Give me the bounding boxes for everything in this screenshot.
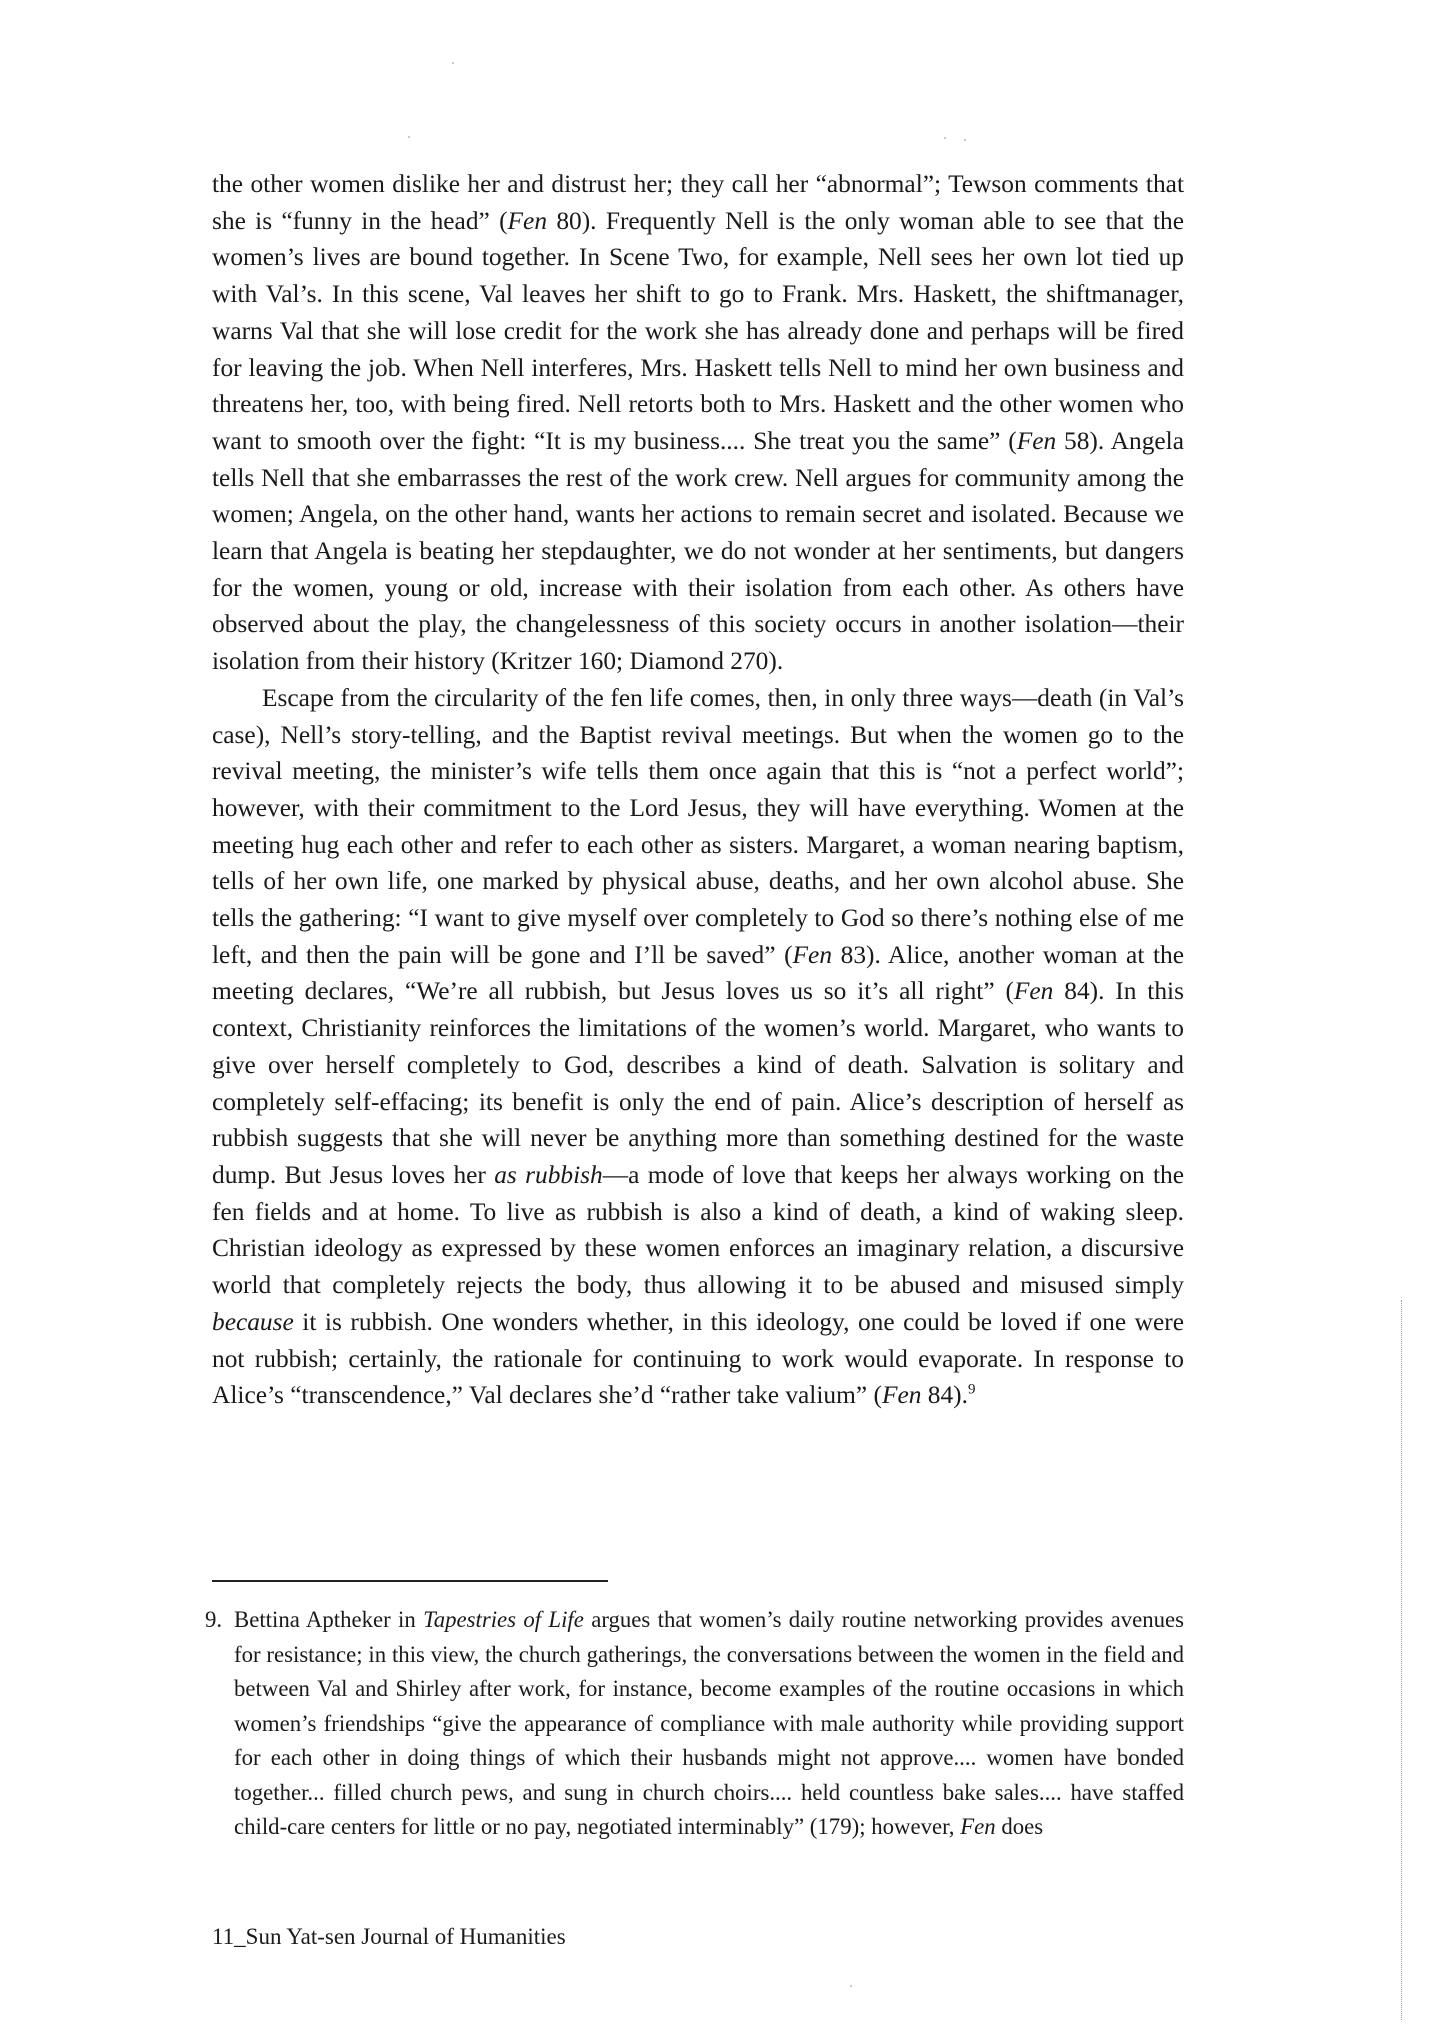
paragraph-2 (212, 680, 1184, 1414)
emphasis: as rubbish (494, 1160, 603, 1189)
book-title: Tapestries of Life (423, 1607, 584, 1632)
citation-title: Fen (507, 206, 548, 235)
footnote-text (234, 1603, 1184, 1845)
footnote-divider (212, 1580, 608, 1582)
scan-speck (964, 139, 966, 141)
text-run: 84). (921, 1381, 968, 1410)
main-text (212, 166, 1184, 1414)
text-run: it is rubbish. One wonders whether, in this ideology, one could be loved if one were not rubbish; certainly, the rationale for continuing to work would evaporate. In response to Alice’s “transcendence,” Val declares she’d “rather take valium” ( (212, 1307, 1184, 1410)
scan-speck (452, 62, 454, 64)
paragraph-1 (212, 166, 1184, 680)
emphasis: because (212, 1307, 294, 1336)
scan-speck (944, 137, 946, 139)
text-run: 84). In this context, Christianity reinforces the limitations of the women’s world. Margaret, who wants to give over herself completely to God, describes a kind of death. Salvation is solitary and completely self-effacing; its benefit is only the end of pain. Alice’s description of herself as rubbish suggests that she will never be anything more than something destined for the waste dump. But Jesus loves her (212, 977, 1184, 1189)
citation-title: Fen (1016, 426, 1057, 455)
scan-speck (850, 1985, 852, 1987)
footnote-reference: 9 (967, 1381, 976, 1398)
text-run: —a mode of love that keeps her always working on the fen fields and at home. To live as rubbish is also a kind of death, a kind of waking sleep. Christian ideology as expressed by these women enforces an imaginary relation, a discursive world that completely rejects the body, thus allowing it to be abused and misused simply (212, 1160, 1185, 1300)
text-run: Bettina Aptheker in (234, 1607, 424, 1632)
scan-edge-mark (1401, 1300, 1402, 2020)
citation-title: Fen (1013, 977, 1054, 1006)
text-run: 83). Alice, another woman at the meeting declares, “We’re all rubbish, but Jesus loves us so it’s all right” ( (212, 940, 1185, 1006)
citation-title: Fen (792, 940, 833, 969)
citation-title: Fen (881, 1381, 922, 1410)
text-run: 58). Angela tells Nell that she embarrasses the rest of the work crew. Nell argues for community among the women; Angela, on the other hand, wants her actions to remain secret and isolated. Because we learn that Angela is beating her stepdaughter, we do not wonder at her sentiments, but dangers for the women, young or old, increase with their isolation from each other. As others have observed about the play, the changelessness of this society occurs in another isolation—their isolation from their history (Kritzer 160; Diamond 270). (212, 426, 1185, 676)
footnote-number: 9. (205, 1607, 223, 1632)
play-title: Fen (960, 1814, 996, 1839)
text-run: the other women dislike her and distrust her; they call her “abnormal”; Tewson comments that she is “funny in the head” ( (212, 170, 1184, 235)
text-run: Escape from the circularity of the fen life comes, then, in only three ways—death (in Val’s case), Nell’s story-telling, and the Baptist revival meetings. But when the women go to the revival meeting, the minister’s wife tells them once again that this is “not a perfect world”; however, with their commitment to the Lord Jesus, they will have everything. Women at the meeting hug each other and refer to each other as sisters. Margaret, a woman nearing baptism, tells of her own life, one marked by physical abuse, deaths, and her own alcohol abuse. She tells the gathering: “I want to give myself over completely to God so there’s nothing else of me left, and then the pain will be gone and I’ll be saved” ( (212, 683, 1184, 969)
text-run: 80). Frequently Nell is the only woman able to see that the women’s lives are bound together. In Scene Two, for example, Nell sees her own lot tied up with Val’s. In this scene, Val leaves her shift to go to Frank. Mrs. Haskett, the shiftmanager, warns Val that she will lose credit for the work she has already done and perhaps will be fired for leaving the job. When Nell interferes, Mrs. Haskett tells Nell to mind her own business and threatens her, too, with being fired. Nell retorts both to Mrs. Haskett and the other women who want to smooth over the fight: “It is my business.... She treat you the same” ( (212, 206, 1184, 455)
text-run: argues that women’s daily routine networking provides avenues for resistance; in this view, the church gatherings, the conversations between the women in the field and between Val and Shirley after work, for instance, become examples of the routine occasions in which women’s friendships “give the appearance of compliance with male authority while providing support for each other in doing things of which their husbands might not approve.... women have bonded together... filled church pews, and sung in church choirs.... held countless bake sales.... have staffed child-care centers for little or no pay, negotiated interminably” (179); however, (234, 1607, 1185, 1839)
text-run: does (995, 1814, 1044, 1839)
footnote-9 (205, 1603, 1185, 1845)
running-footer: 11_Sun Yat-sen Journal of Humanities (212, 1924, 566, 1949)
scan-speck (408, 136, 410, 138)
